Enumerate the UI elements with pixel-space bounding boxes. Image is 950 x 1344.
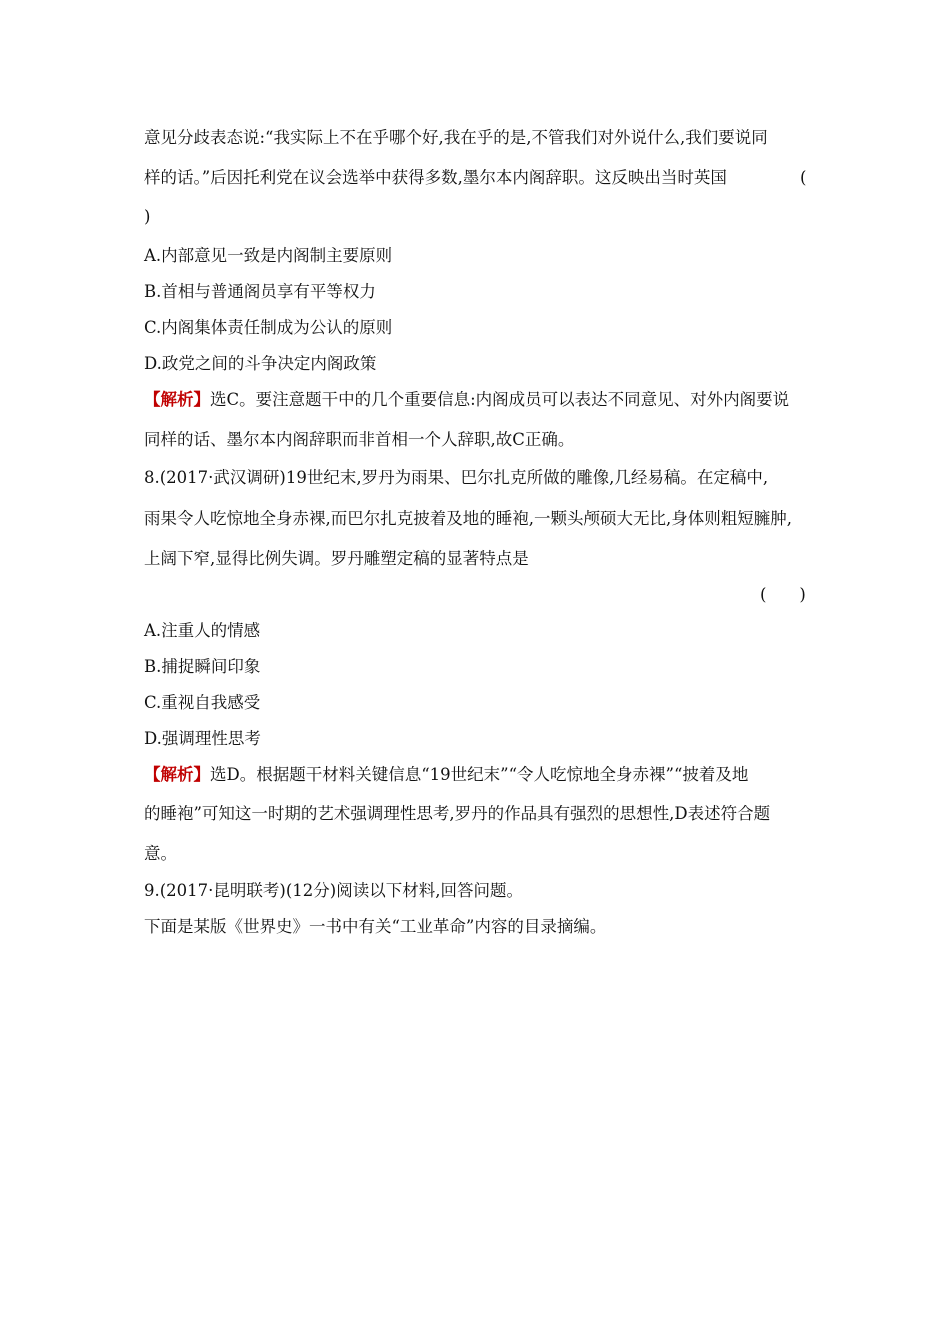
q9-material-intro: 下面是某版《世界史》一书中有关“工业革命”内容的目录摘编。 bbox=[144, 917, 607, 936]
q7-answer-paren-open: ( bbox=[800, 168, 807, 187]
q8-answer-paren: ( ) bbox=[760, 585, 806, 604]
q8-option-b: B.捕捉瞬间印象 bbox=[144, 657, 261, 676]
q7-stem-line-3: ) bbox=[144, 207, 151, 226]
q7-analysis-line-1 bbox=[144, 389, 789, 411]
q8-stem-line-1: 8.(2017·武汉调研)19世纪末,罗丹为雨果、巴尔扎克所做的雕像,几经易稿。在定稿中, bbox=[144, 468, 769, 487]
q7-analysis-tag: 【解析】 bbox=[144, 390, 210, 409]
q8-option-c: C.重视自我感受 bbox=[144, 693, 261, 712]
q7-analysis-line-2: 同样的话、墨尔本内阁辞职而非首相一个人辞职,故C正确。 bbox=[144, 430, 575, 449]
q8-analysis-tag: 【解析】 bbox=[144, 765, 210, 784]
q9-stem: 9.(2017·昆明联考)(12分)阅读以下材料,回答问题。 bbox=[144, 881, 523, 900]
q8-analysis-line-1 bbox=[144, 764, 748, 786]
q8-option-d: D.强调理性思考 bbox=[144, 729, 261, 748]
q8-analysis-line-3: 意。 bbox=[144, 844, 177, 863]
q8-stem-line-3: 上阔下窄,显得比例失调。罗丹雕塑定稿的显著特点是 bbox=[144, 549, 529, 568]
q8-analysis-line-2: 的睡袍”可知这一时期的艺术强调理性思考,罗丹的作品具有强烈的思想性,D表述符合题 bbox=[144, 804, 771, 823]
q7-analysis-text-1: 选C。要注意题干中的几个重要信息:内阁成员可以表达不同意见、对外内阁要说 bbox=[210, 390, 790, 409]
q7-stem-line-1: 意见分歧表态说:“我实际上不在乎哪个好,我在乎的是,不管我们对外说什么,我们要说同 bbox=[144, 128, 768, 147]
q7-option-c: C.内阁集体责任制成为公认的原则 bbox=[144, 318, 393, 337]
q7-option-b: B.首相与普通阁员享有平等权力 bbox=[144, 282, 376, 301]
q8-analysis-text-1: 选D。根据题干材料关键信息“19世纪末”“令人吃惊地全身赤裸”“披着及地 bbox=[210, 765, 749, 784]
q8-option-a: A.注重人的情感 bbox=[144, 621, 261, 640]
q7-stem-line-2: 样的话。”后因托利党在议会选举中获得多数,墨尔本内阁辞职。这反映出当时英国 bbox=[144, 168, 727, 187]
q7-option-a: A.内部意见一致是内阁制主要原则 bbox=[144, 246, 393, 265]
q8-stem-line-2: 雨果令人吃惊地全身赤裸,而巴尔扎克披着及地的睡袍,一颗头颅硕大无比,身体则粗短臃肿, bbox=[144, 509, 792, 528]
q7-option-d: D.政党之间的斗争决定内阁政策 bbox=[144, 354, 377, 373]
